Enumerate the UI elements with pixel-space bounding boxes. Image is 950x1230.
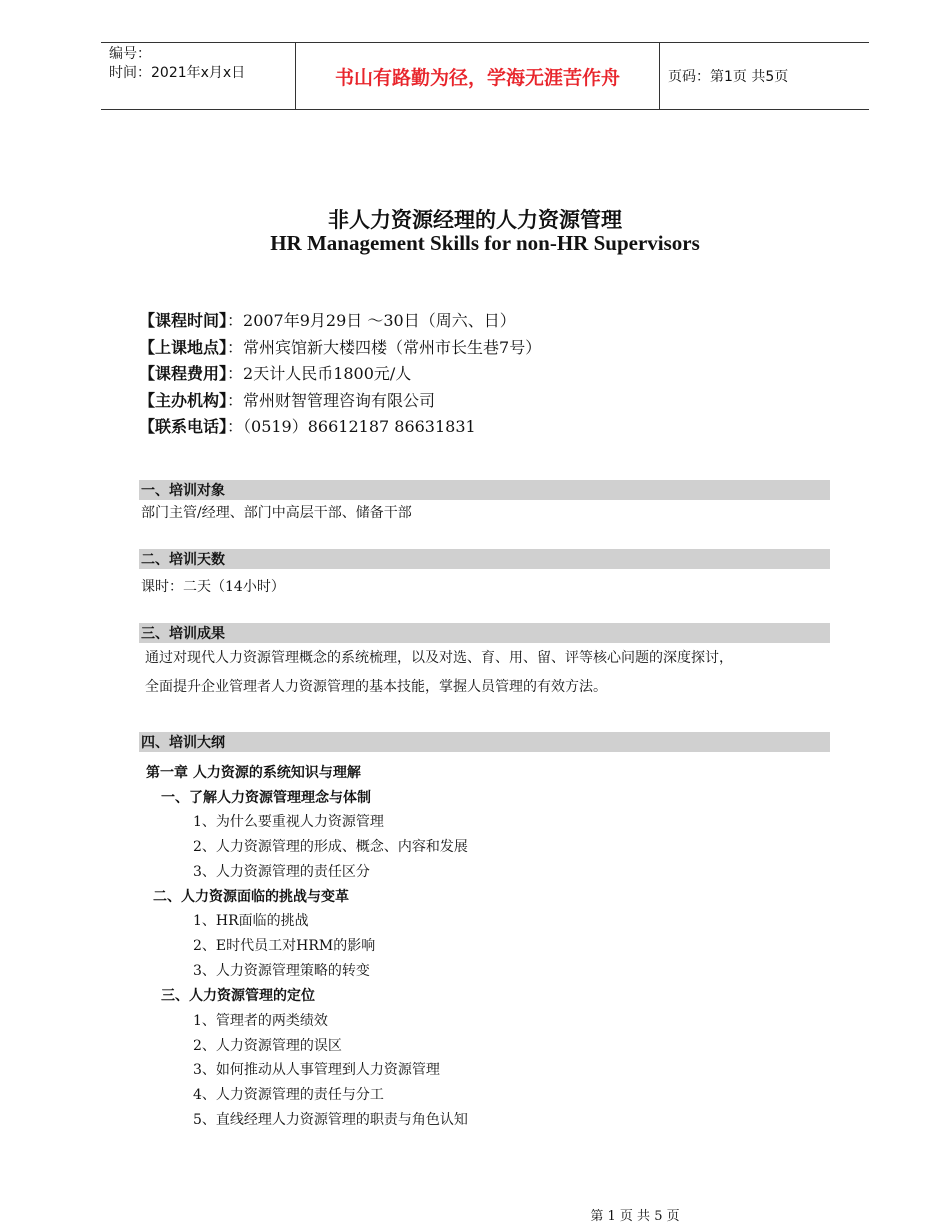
info-row-fee bbox=[139, 361, 541, 388]
outline-chapter: 第一章 人力资源的系统知识与理解 bbox=[146, 765, 361, 781]
info-value: ：（0519）86612187 86631831 bbox=[227, 417, 476, 436]
info-row-phone bbox=[139, 414, 541, 441]
section-body-duration: 课时：二天（14小时） bbox=[141, 579, 285, 595]
header-motto: 书山有路勤为径，学海无涯苦作舟 bbox=[296, 43, 660, 109]
page-header bbox=[101, 42, 869, 110]
number-label: 编号： bbox=[109, 46, 151, 62]
outline-item: 3、人力资源管理策略的转变 bbox=[193, 963, 370, 979]
outline-item: 2、人力资源管理的形成、概念、内容和发展 bbox=[193, 839, 468, 855]
outcome-line: 通过对现代人力资源管理概念的系统梳理，以及对选、育、用、留、评等核心问题的深度探讨， bbox=[145, 650, 733, 666]
outline-item: 2、E时代员工对HRM的影响 bbox=[193, 938, 376, 954]
outline-item: 2、人力资源管理的误区 bbox=[193, 1038, 342, 1054]
document-title-en: HR Management Skills for non-HR Supervisors bbox=[270, 231, 700, 255]
info-value: ：常州宾馆新大楼四楼（常州市长生巷7号） bbox=[227, 337, 542, 357]
outline-item: 1、HR面临的挑战 bbox=[193, 913, 309, 929]
info-key: 【上课地点】 bbox=[139, 337, 228, 357]
info-key: 【联系电话】 bbox=[139, 417, 228, 436]
outline-section: 三、人力资源管理的定位 bbox=[161, 988, 315, 1004]
section-heading-audience: 一、培训对象 bbox=[139, 480, 830, 500]
outline-item: 3、如何推动从人事管理到人力资源管理 bbox=[193, 1062, 440, 1078]
outline-item: 3、人力资源管理的责任区分 bbox=[193, 864, 370, 880]
outline-item: 1、管理者的两类绩效 bbox=[193, 1013, 328, 1029]
section-heading-duration: 二、培训天数 bbox=[139, 549, 830, 569]
info-value: ：2天计人民币1800元/人 bbox=[227, 364, 412, 383]
page-footer: 第 1 页 共 5 页 bbox=[590, 1209, 680, 1224]
outline-section: 一、了解人力资源管理理念与体制 bbox=[161, 790, 371, 806]
section-body-outcome bbox=[145, 644, 845, 702]
info-key: 【课程费用】 bbox=[139, 364, 228, 383]
section-heading-outline: 四、培训大纲 bbox=[139, 732, 830, 752]
section-body-audience: 部门主管/经理、部门中高层干部、储备干部 bbox=[141, 505, 412, 521]
outline-item: 1、为什么要重视人力资源管理 bbox=[193, 814, 384, 830]
info-key: 【课程时间】 bbox=[139, 311, 228, 330]
info-value: ：2007年9月29日 ～30日（周六、日） bbox=[227, 311, 516, 330]
outline-item: 4、人力资源管理的责任与分工 bbox=[193, 1087, 384, 1103]
header-page-info: 页码：第1页 共5页 bbox=[668, 69, 789, 85]
outline-item: 5、直线经理人力资源管理的职责与角色认知 bbox=[193, 1112, 468, 1128]
info-key: 【主办机构】 bbox=[139, 390, 228, 410]
info-row-location bbox=[139, 335, 541, 362]
info-row-organizer bbox=[139, 388, 541, 415]
outcome-line: 全面提升企业管理者人力资源管理的基本技能，掌握人员管理的有效方法。 bbox=[145, 679, 607, 695]
date-line: 时间：2021年x月x日 bbox=[109, 65, 246, 81]
document-title-cn: 非人力资源经理的人力资源管理 bbox=[328, 208, 622, 232]
header-meta bbox=[101, 43, 296, 109]
info-value: ：常州财智管理咨询有限公司 bbox=[227, 390, 436, 410]
section-heading-outcome: 三、培训成果 bbox=[139, 623, 830, 643]
course-info bbox=[139, 308, 541, 441]
info-row-time bbox=[139, 308, 541, 335]
outline-section: 二、人力资源面临的挑战与变革 bbox=[153, 889, 349, 905]
